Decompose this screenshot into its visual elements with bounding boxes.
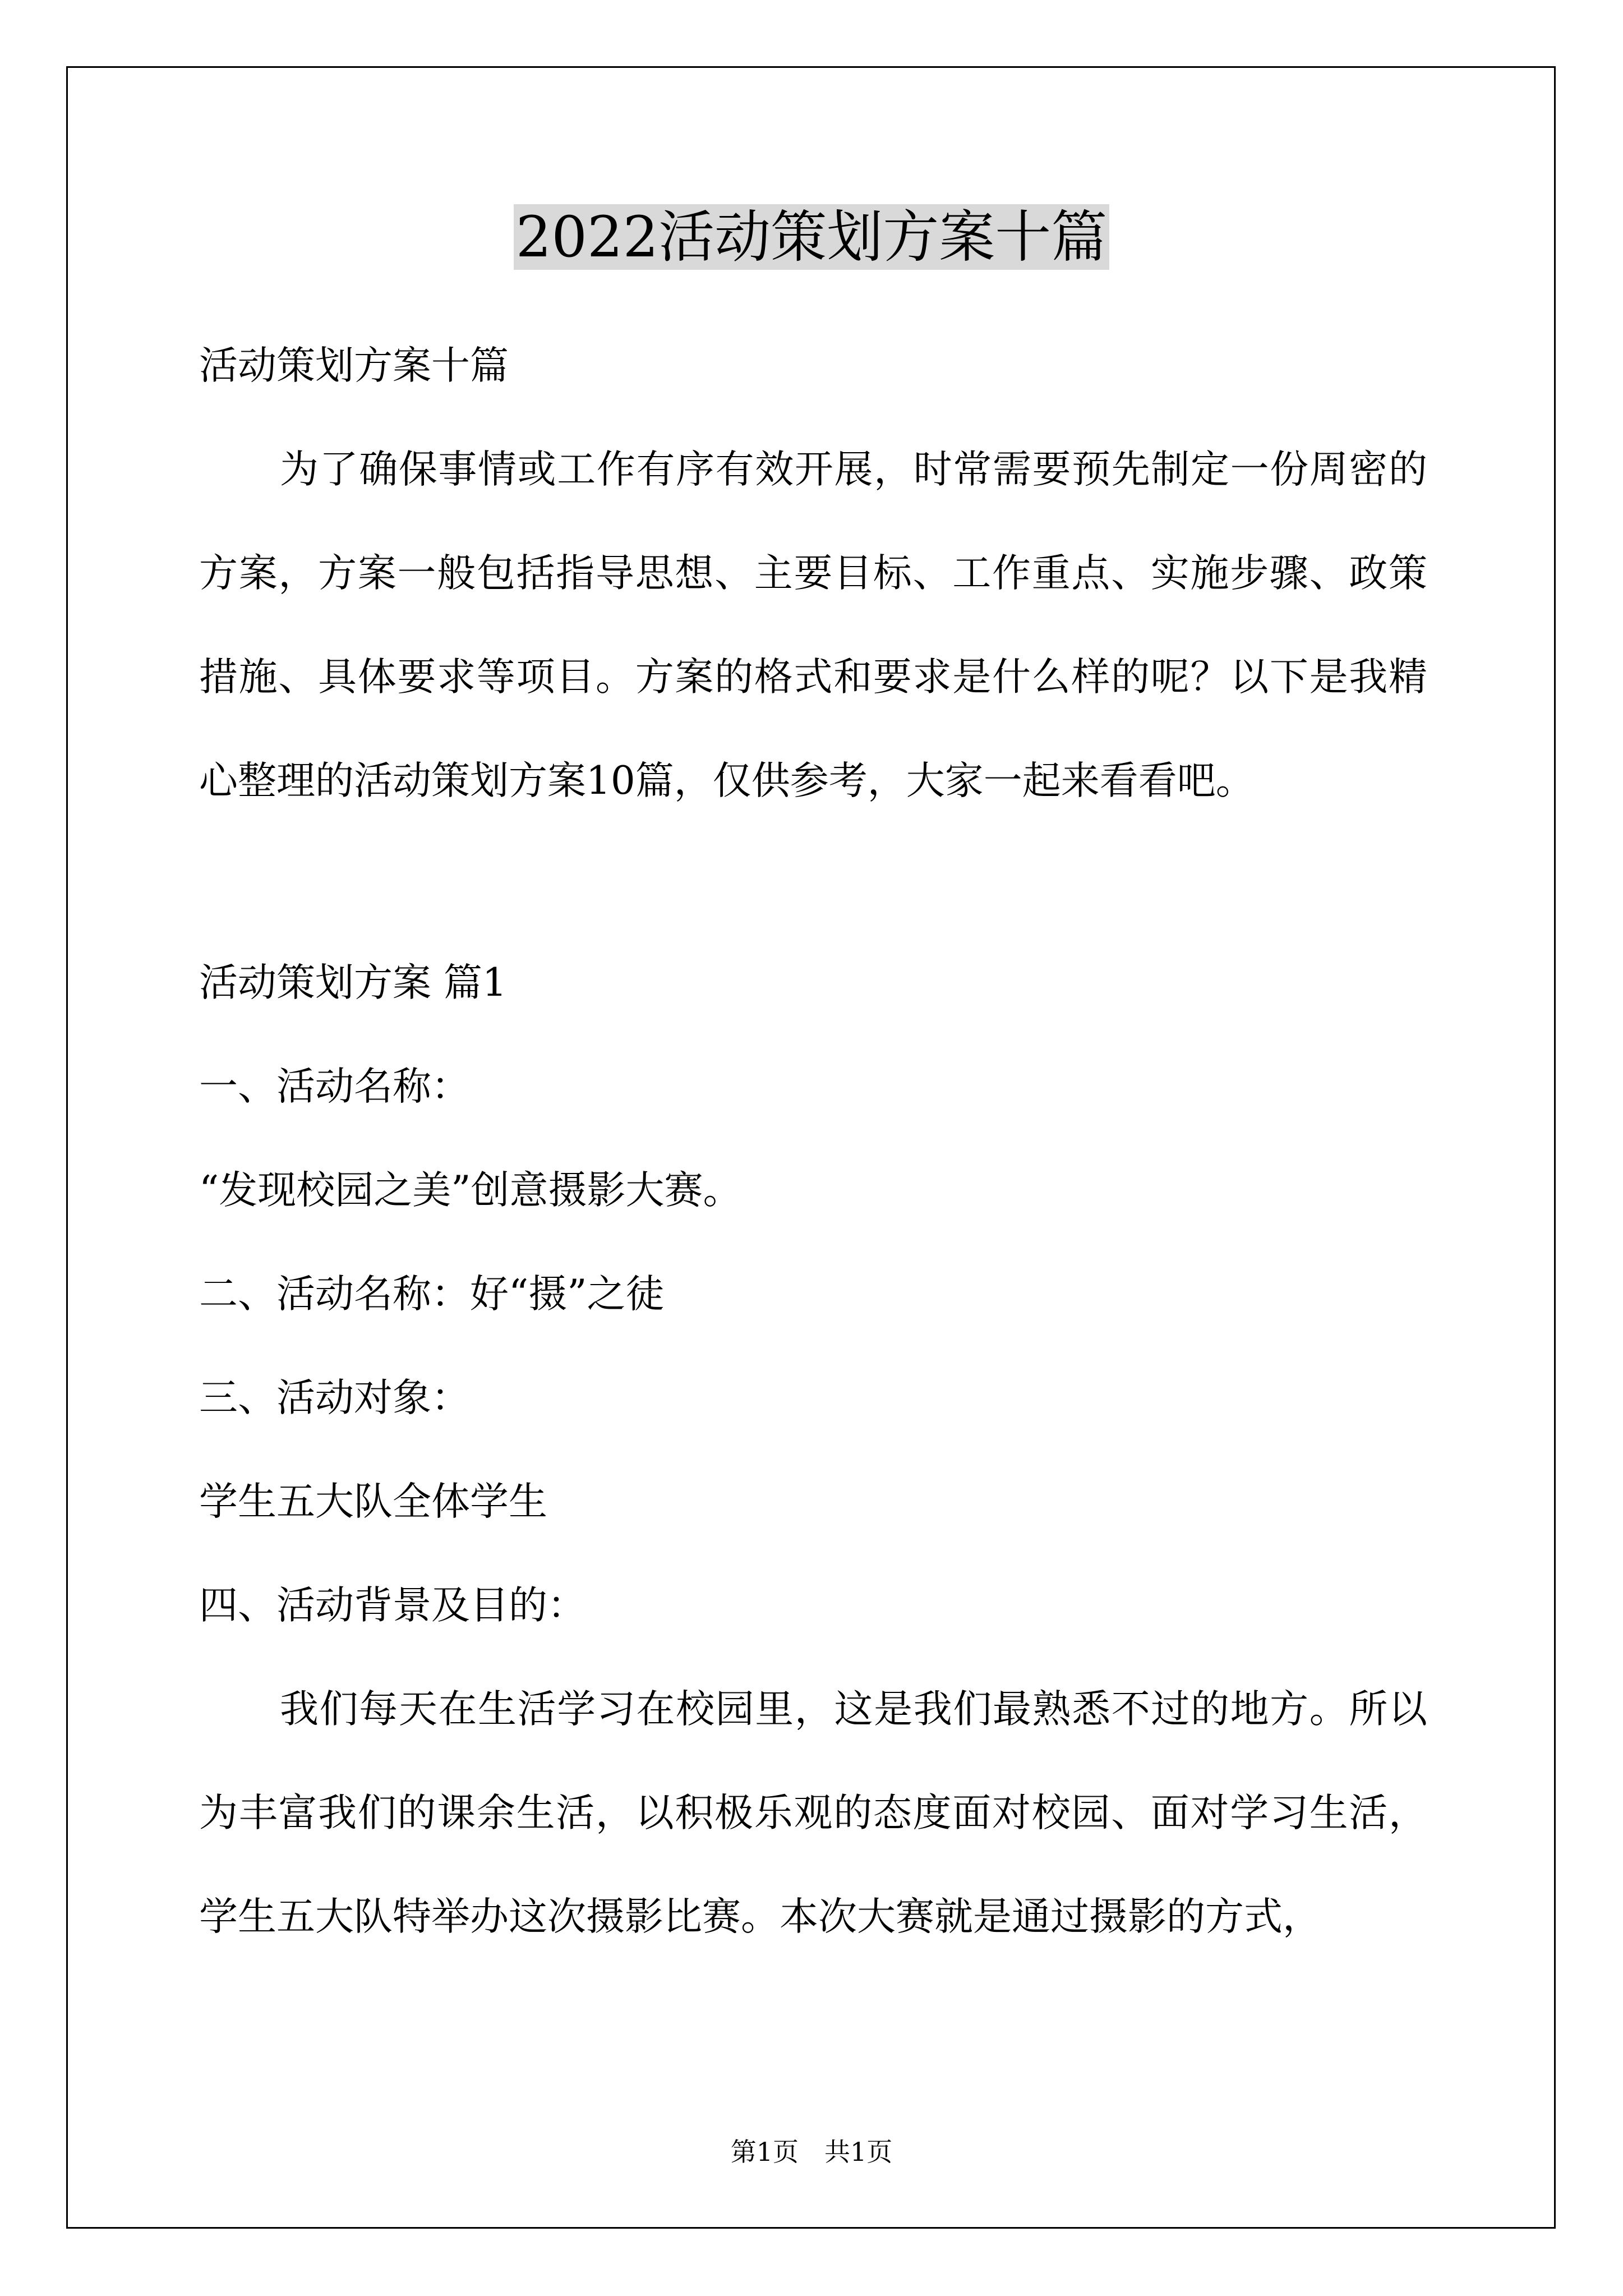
- item-activity-name-2: 二、活动名称：好“摄”之徒: [199, 1272, 665, 1317]
- page-footer: 第1页 共1页: [730, 2137, 893, 2167]
- section-heading: 活动策划方案 篇1: [199, 960, 507, 1005]
- item-activity-name: 一、活动名称：: [199, 1064, 470, 1109]
- body-paragraph: 我们每天在生活学习在校园里，这是我们最熟悉不过的地方。所以为丰富我们的课余生活，以积极乐观的态度面对校园、面对学习生活，学生五大队特举办这次摄影比赛。本次大赛就是通过摄影的方式，: [199, 1687, 1427, 1939]
- item-activity-target: 三、活动对象：: [199, 1375, 470, 1420]
- document-title: [0, 195, 1623, 279]
- item-activity-name-value: “发现校园之美”创意摄影大赛。: [199, 1168, 742, 1213]
- intro-paragraph: 为了确保事情或工作有序有效开展，时常需要预先制定一份周密的方案，方案一般包括指导思想、主要目标、工作重点、实施步骤、政策措施、具体要求等项目。方案的格式和要求是什么样的呢？以下是我精心整理的活动策划方案10篇，仅供参考，大家一起来看看吧。: [199, 447, 1427, 803]
- document-title-text: 2022活动策划方案十篇: [514, 204, 1110, 270]
- section-gap: [199, 833, 1427, 931]
- subtitle: 活动策划方案十篇: [199, 343, 509, 388]
- item-background: 四、活动背景及目的：: [199, 1583, 586, 1628]
- item-activity-target-value: 学生五大队全体学生: [199, 1479, 547, 1524]
- document-body: [199, 314, 1427, 1969]
